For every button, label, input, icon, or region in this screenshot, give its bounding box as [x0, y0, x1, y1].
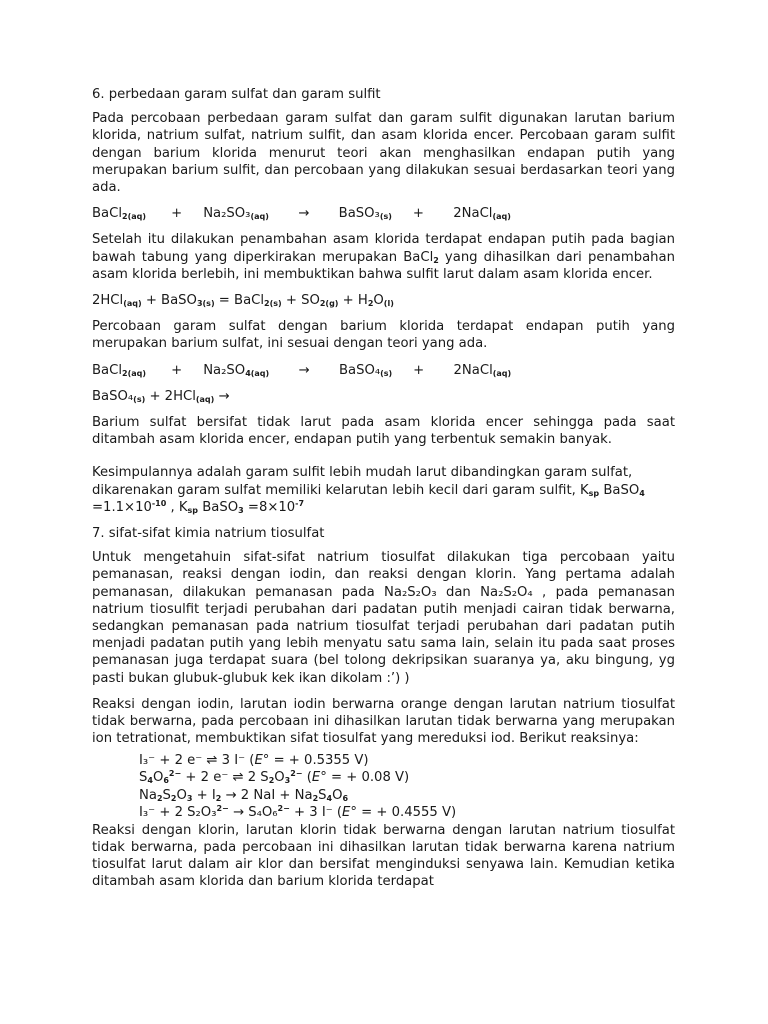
- equation-baso4-hcl: $BaSO_4_{(s)} + 2HCl_{(aq)}$ →: [92, 388, 230, 404]
- iodine-reaction-list: [139, 752, 675, 822]
- section-7-paragraph-3: Reaksi dengan klorin, larutan klorin tidak berwarna dengan larutan natrium tiosulfat tidak berwarna, pada percobaan ini dihasilkan larutan tidak berwarna karena natrium tiosulfat larut dalam air klor dan bersifat menginduksi senyawa lain. Kemudian ketika ditambah asam klorida dan barium klorida terdapat: [92, 822, 675, 890]
- section-6-heading: 6. perbedaan garam sulfat dan garam sulfit: [92, 87, 381, 102]
- equation-hcl-baso3: 2HCl$_{(aq)}$ + BaSO$_{3(s)}$ = BaCl$_{2(s)}$ + $SO_{2(g)} + H_2O_{(l)}$: [92, 293, 394, 309]
- paragraph-7-1-part-b: , pada pemanasan natrium tiosulfit terjadi perubahan dari padatan putih menjadi cairan tidak berwarna, sedangkan pemanasan pada natrium tiosulfat terjadi perubahan dari padatan putih menjadi padatan putih yang lebih menyatu satu sama lain, selain itu pada saat proses pemanasan juga terdapat suara (bel tolong dekripsikan suaranya ya, aku bingung, yg pasti bukan glubuk-glubuk kek ikan dikolam :’) ): [92, 584, 675, 686]
- section-7-heading: 7. sifat-sifat kimia natrium tiosulfat: [92, 526, 325, 542]
- section-6-paragraph-3: Percobaan garam sulfat dengan barium klorida terdapat endapan putih yang merupakan barium sulfat, ini sesuai dengan teori yang ada.: [92, 319, 675, 352]
- reaction-line-3: $Na_2S_2O_3 + I_2 \to 2$ NaI + $Na_2S_4O_6$: [139, 787, 349, 803]
- document-page: [92, 86, 675, 890]
- section-6-paragraph-4: Barium sulfat bersifat tidak larut pada asam klorida encer sehingga pada saat ditambah asam klorida encer, endapan putih yang terbentuk semakin banyak.: [92, 415, 675, 448]
- section-6-paragraph-1: Pada percobaan perbedaan garam sulfat dan garam sulfit digunakan larutan barium klorida, natrium sulfat, natrium sulfit, dan asam klorida encer. Percobaan garam sulfit dengan barium klorida menurut teori akan menghasilkan endapan putih yang merupakan barium sulfit, dan percobaan yang dilakukan sesuai berdasarkan teori yang ada.: [92, 111, 675, 196]
- reaction-line-2: $S_4O_6^{2-} + 2$ e⁻ ⇌ 2 $S_2O_3^{2-}$ (E° = + 0.08 V): [139, 769, 410, 785]
- paragraph-2-part-b: yang dihasilkan dari penambahan asam klorida berlebih, ini membuktikan bahwa sulfit larut dalam asam klorida encer.: [92, 249, 675, 282]
- section-6-conclusion: Kesimpulannya adalah garam sulfit lebih mudah larut dibandingkan garam sulfat, dikarenakan garam sulfat memiliki kelarutan lebih kecil dari garam sulfit, $K_{sp}$ BaSO$_4$ $=1.1\times 10^{-10}$ , $K_{sp}$ BaSO$_3$ $=8\times 10^{-7}$: [92, 465, 645, 515]
- equation-bacl2-na2so4: BaCl$_{2(aq)}$ + $Na_2SO_{4(aq)}$ → $BaSO_4_{(s)}$ + 2NaCl$_{(aq)}$: [92, 362, 512, 378]
- paragraph-2-part-a: Setelah itu dilakukan penambahan asam klorida terdapat endapan putih pada bagian bawah tabung yang diperkirakan merupakan BaCl: [92, 232, 675, 265]
- equation-bacl2-na2so3: BaCl$_{2(aq)}$ + $Na_2SO_3_{(aq)}$ → $BaSO_3_{(s)}$ + 2NaCl$_{(aq)}$: [92, 206, 511, 222]
- section-7-paragraph-1: Untuk mengetahuin sifat-sifat natrium tiosulfat dilakukan tiga percobaan yaitu pemanasan, reaksi dengan iodin, dan reaksi dengan klorin. Yang pertama adalah pemanasan, dilakukan pemanasan pada Na₂S₂O₃ dan Na₂S₂O₄ , pada pemanasan natrium tiosulfit terjadi perubahan dari padatan putih menjadi cairan tidak berwarna, sedangkan pemanasan pada natrium tiosulfat terjadi perubahan dari padatan putih menjadi padatan putih yang lebih menyatu satu sama lain, selain itu pada saat proses pemanasan juga terdapat suara (bel tolong dekripsikan suaranya ya, aku bingung, yg pasti bukan glubuk-glubuk kek ikan dikolam :’) ): [92, 550, 675, 686]
- section-7-paragraph-2: Reaksi dengan iodin, larutan iodin berwarna orange dengan larutan natrium tiosulfat tidak berwarna, pada percobaan ini dihasilkan larutan tidak berwarna yang merupakan ion tetrationat, membuktikan sifat tiosulfat yang mereduksi iod. Berikut reaksinya:: [92, 696, 675, 747]
- reaction-line-1: I₃⁻ + 2 e⁻ ⇌ 3 I⁻ (E° = + 0.5355 V): [139, 752, 369, 768]
- paragraph-7-1-part-a: Untuk mengetahuin sifat-sifat natrium tiosulfat dilakukan tiga percobaan yaitu pemanasan, reaksi dengan iodin, dan reaksi dengan klorin. Yang pertama adalah pemanasan, dilakukan pemanasan pada: [92, 550, 675, 600]
- reaction-line-4: I₃⁻ + 2 S₂O₃$^{2-}$ → S₄O₆$^{2-}$ + 3 I⁻ (E° = + 0.4555 V): [139, 804, 457, 820]
- section-6-paragraph-2: Setelah itu dilakukan penambahan asam klorida terdapat endapan putih pada bagian bawah tabung yang diperkirakan merupakan BaCl$_2$ yang dihasilkan dari penambahan asam klorida berlebih, ini membuktikan bahwa sulfit larut dalam asam klorida encer.: [92, 232, 675, 282]
